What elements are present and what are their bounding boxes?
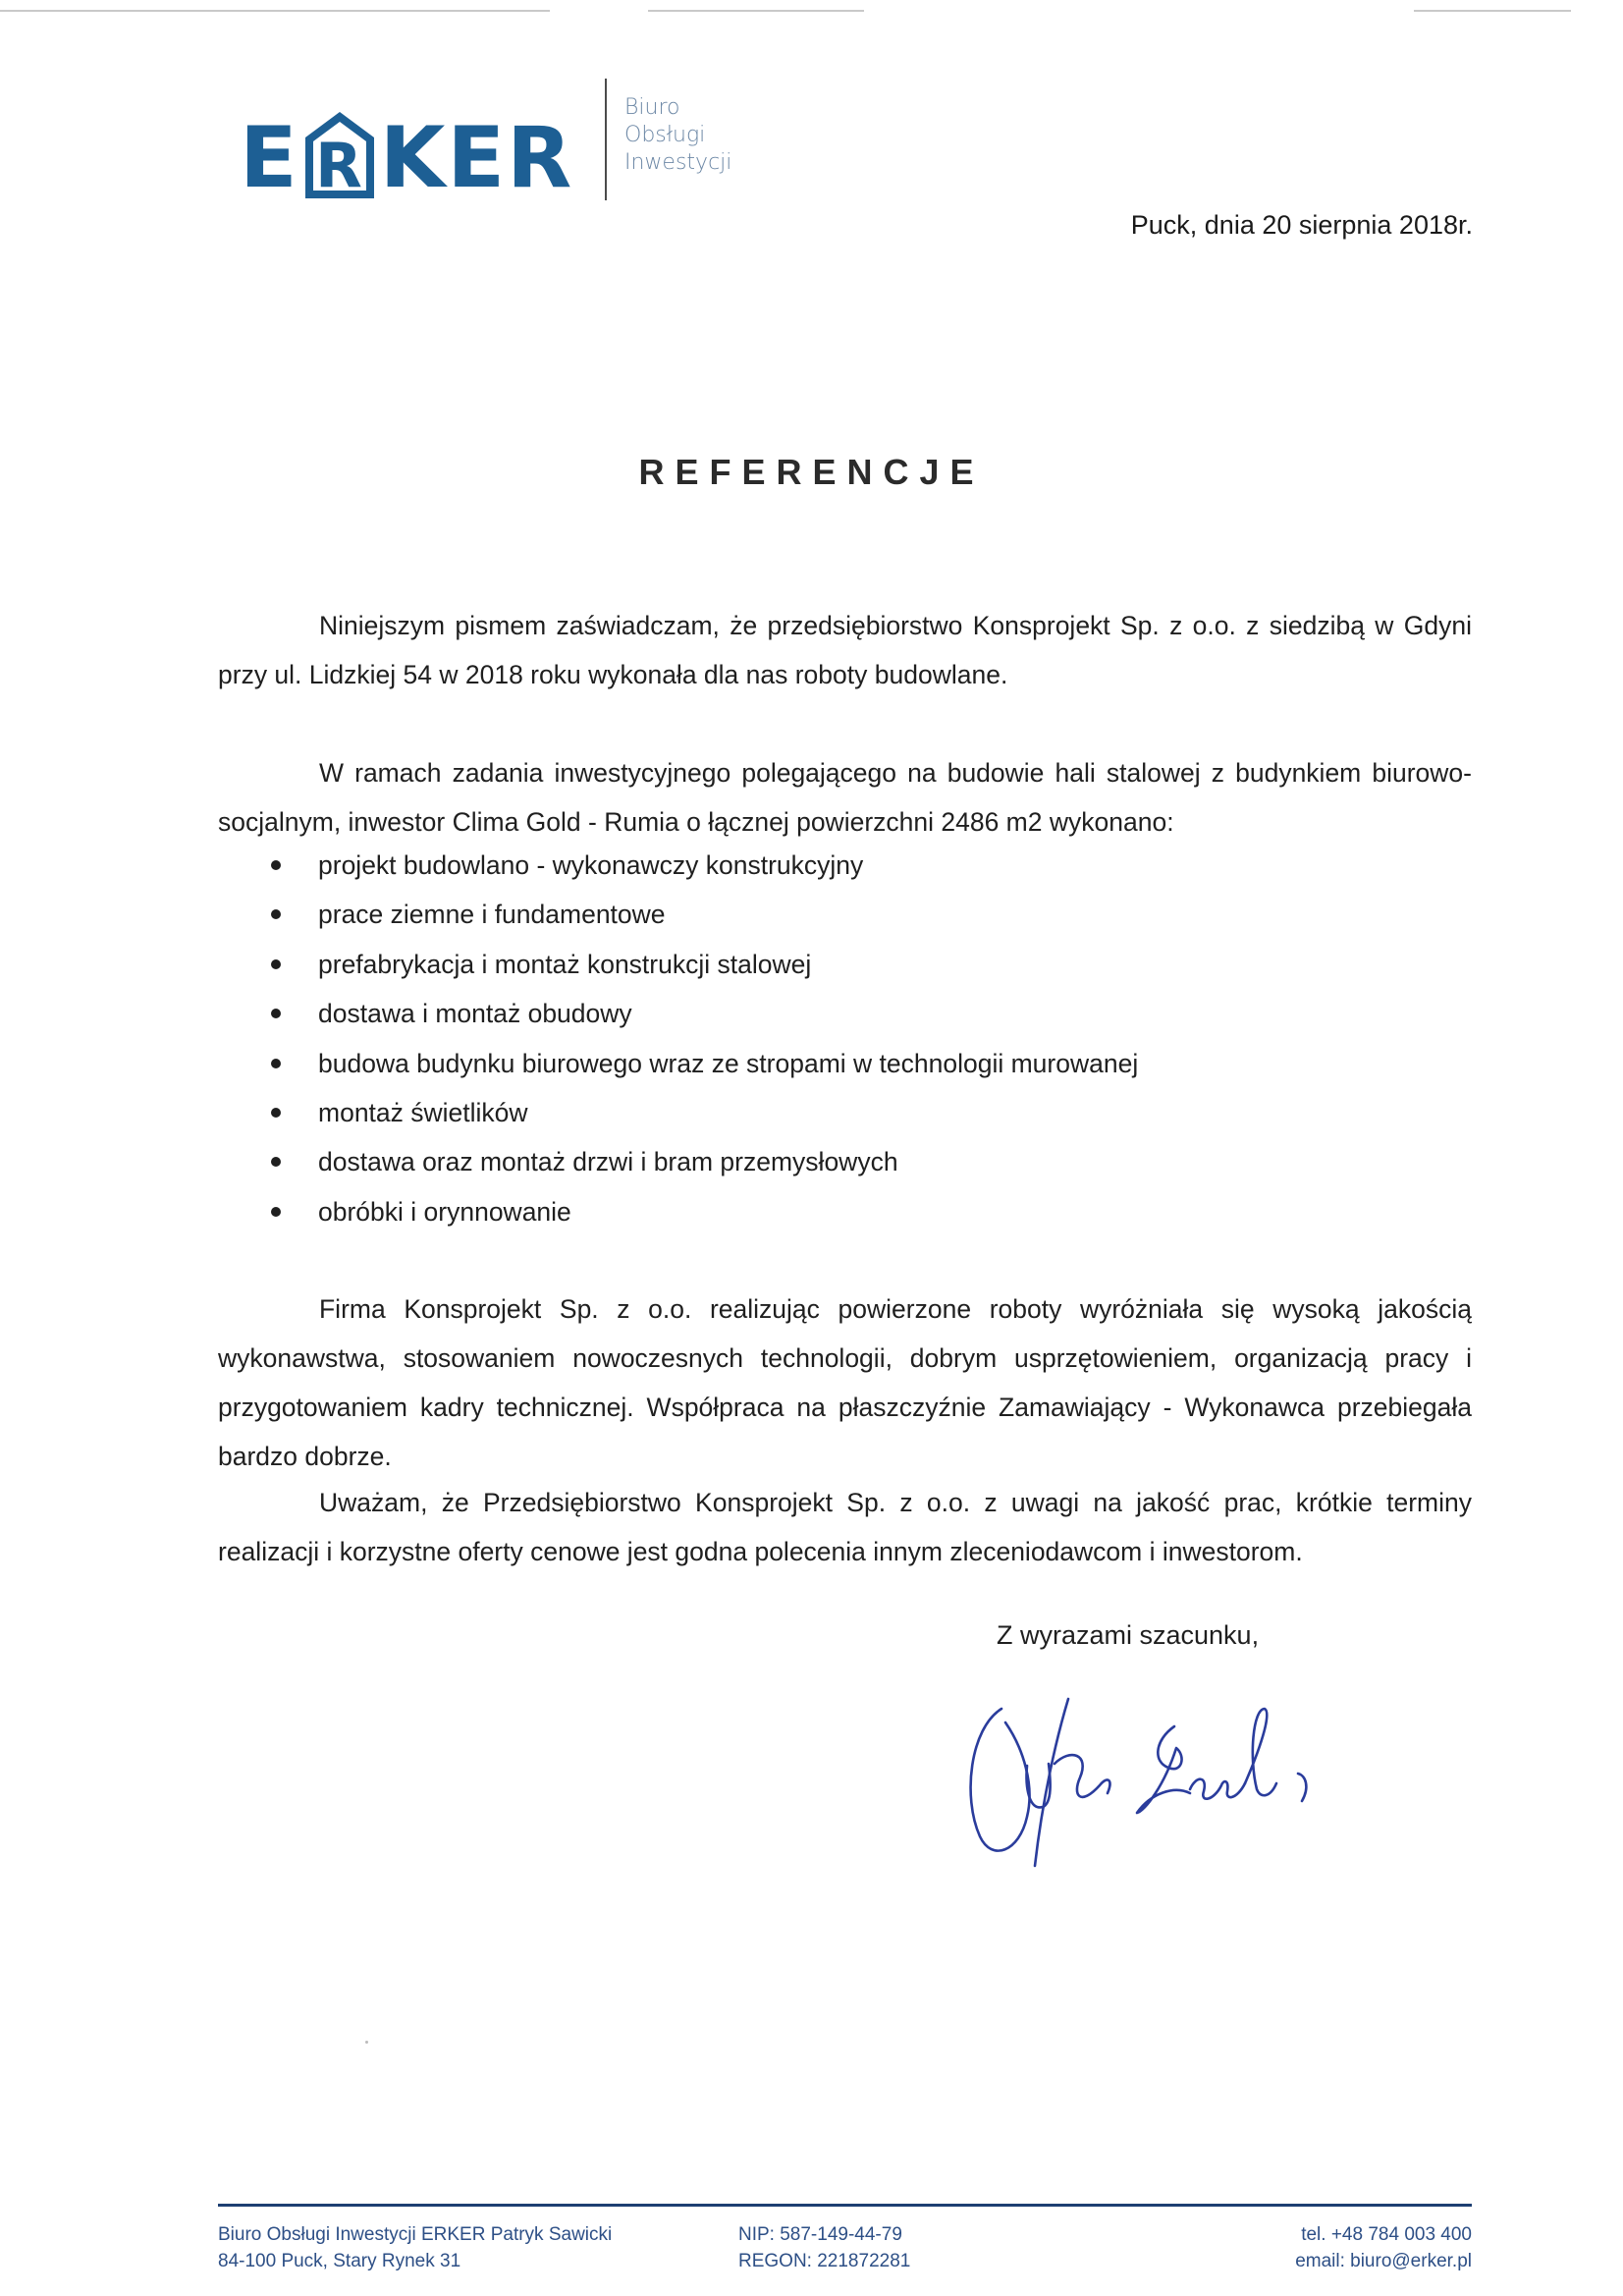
logo-boxed-letter: R [314, 130, 364, 200]
footer-nip: NIP: 587-149-44-79 [738, 2224, 902, 2245]
list-item-text: obróbki i orynnowanie [318, 1196, 571, 1227]
works-list [271, 841, 1138, 1236]
list-item [271, 1039, 1138, 1088]
list-item-text: dostawa oraz montaż drzwi i bram przemysłowych [318, 1147, 898, 1177]
logo-house-icon [303, 120, 376, 200]
scan-edge-line [1414, 10, 1571, 12]
footer-regon: REGON: 221872281 [738, 2251, 911, 2271]
bullet-icon [271, 959, 281, 969]
list-item [271, 1187, 1138, 1236]
logo-divider [605, 79, 607, 200]
scan-edge-line [648, 10, 864, 12]
list-item [271, 890, 1138, 939]
logo-wordmark [240, 109, 574, 207]
logo-tagline-line: Obsługi [624, 123, 706, 147]
list-item [271, 989, 1138, 1038]
list-item-text: budowa budynku biurowego wraz ze stropami w technologii murowanej [318, 1048, 1139, 1078]
list-item-text: projekt budowlano - wykonawczy konstrukcyjny [318, 850, 864, 880]
footer-company [218, 2221, 612, 2274]
logo-letters: KER [379, 109, 574, 207]
list-item [271, 841, 1138, 890]
bullet-icon [271, 1059, 281, 1068]
logo-tagline-line: Inwestycji [624, 150, 732, 175]
letter-date: Puck, dnia 20 sierpnia 2018r. [1130, 210, 1473, 240]
paragraph-quality: Firma Konsprojekt Sp. z o.o. realizując powierzone roboty wyróżniała się wysoką jakością wykonawstwa, stosowaniem nowoczesnych technologii, dobrym usprzętowieniem, organizacją pracy i przygotowaniem kadry technicznej. Współpraca na płaszczyźnie Zamawiający - Wykonawca przebiegała bardzo dobrze. [218, 1294, 1472, 1471]
bullet-icon [271, 1157, 281, 1167]
paragraph-intro: Niniejszym pismem zaświadczam, że przedsiębiorstwo Konsprojekt Sp. z o.o. z siedzibą w Gdyni przy ul. Lidzkiej 54 w 2018 roku wykonała dla nas roboty budowlane. [218, 611, 1472, 689]
logo-tagline-line: Biuro [624, 95, 680, 120]
list-item-text: prefabrykacja i montaż konstrukcji stalowej [318, 949, 812, 979]
footer-contact [1295, 2221, 1472, 2274]
closing-phrase: Z wyrazami szacunku, [997, 1620, 1260, 1650]
list-item [271, 1088, 1138, 1137]
list-item [271, 1137, 1138, 1186]
logo-tagline [624, 94, 731, 177]
footer-company-name: Biuro Obsługi Inwestycji ERKER Patryk Sawicki [218, 2224, 613, 2245]
paragraph-scope: W ramach zadania inwestycyjnego polegającego na budowie hali stalowej z budynkiem biurowo-socjalnym, inwestor Clima Gold - Rumia o łącznej powierzchni 2486 m2 wykonano: [218, 758, 1472, 837]
company-logo [240, 71, 750, 207]
footer-phone[interactable]: tel. +48 784 003 400 [1301, 2224, 1472, 2245]
document-title: REFERENCJE [638, 452, 985, 492]
bullet-icon [271, 1108, 281, 1118]
bullet-icon [271, 860, 281, 870]
list-item-text: dostawa i montaż obudowy [318, 999, 632, 1029]
list-item [271, 940, 1138, 989]
list-item-text: montaż świetlików [318, 1098, 528, 1128]
scan-speck [365, 2041, 368, 2044]
logo-letter: E [240, 109, 299, 207]
bullet-icon [271, 1207, 281, 1217]
footer-registration [738, 2221, 910, 2274]
scan-edge-line [0, 10, 550, 12]
footer-divider [218, 2204, 1472, 2207]
list-item-text: prace ziemne i fundamentowe [318, 900, 666, 930]
handwritten-signature [933, 1669, 1345, 1876]
footer-email[interactable]: email: biuro@erker.pl [1295, 2251, 1472, 2271]
paragraph-recommendation: Uważam, że Przedsiębiorstwo Konsprojekt Sp. z o.o. z uwagi na jakość prac, krótkie terminy realizacji i korzystne oferty cenowe jest godna polecenia innym zleceniodawcom i inwestorom. [218, 1488, 1472, 1566]
bullet-icon [271, 909, 281, 919]
bullet-icon [271, 1009, 281, 1018]
footer-address: 84-100 Puck, Stary Rynek 31 [218, 2251, 461, 2271]
